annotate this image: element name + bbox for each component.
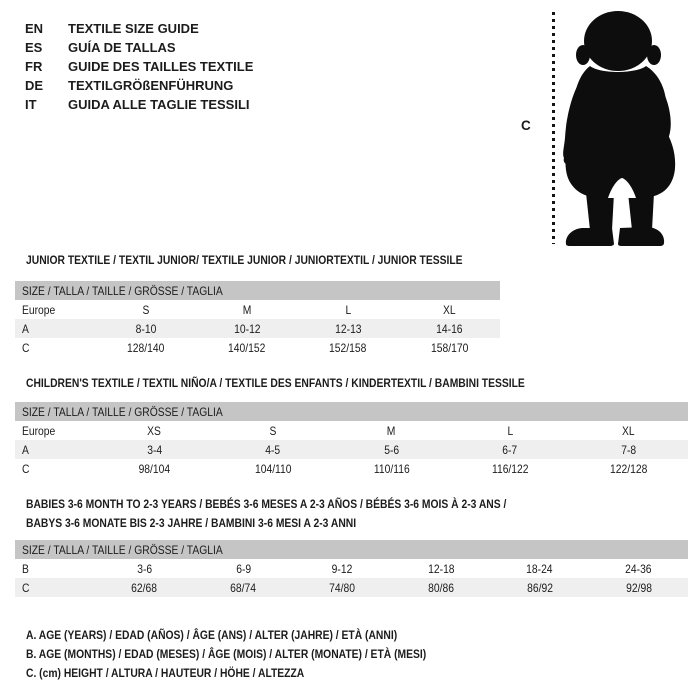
- size-cell-text: M: [242, 302, 252, 317]
- size-cell: [569, 443, 688, 457]
- children-size-section: [15, 376, 688, 478]
- size-cell-text: 24-36: [625, 561, 652, 576]
- size-cell-text: 80/86: [427, 580, 454, 595]
- size-cell-text: 10-12: [233, 321, 261, 336]
- size-cell-text: 104/110: [254, 461, 292, 476]
- size-cell-text: XL: [443, 302, 456, 317]
- table-row: [15, 578, 688, 597]
- language-row: [25, 76, 253, 95]
- row-label: [15, 562, 95, 576]
- row-label-text: C: [22, 461, 30, 476]
- row-label: [15, 462, 95, 476]
- row-label: [15, 443, 95, 457]
- size-cell: [298, 303, 399, 317]
- children-size-table: [15, 402, 688, 478]
- size-cell-text: L: [507, 423, 513, 438]
- size-cell-text: 6-9: [235, 561, 251, 576]
- footnotes: [15, 626, 688, 683]
- language-row: [25, 38, 253, 57]
- size-cell: [298, 322, 399, 336]
- junior-table-header: [15, 281, 500, 300]
- size-cell: [95, 303, 196, 317]
- row-label-text: A: [22, 442, 29, 457]
- table-row: [15, 300, 500, 319]
- size-cell-text: 92/98: [625, 580, 652, 595]
- size-cell: [451, 424, 570, 438]
- size-cell-text: 140/152: [228, 340, 266, 355]
- size-cell: [332, 462, 451, 476]
- row-label-text: B: [22, 561, 29, 576]
- size-cell: [490, 581, 589, 595]
- language-row: [25, 19, 253, 38]
- size-cell-text: 152/158: [329, 340, 367, 355]
- size-cell: [332, 443, 451, 457]
- size-cell: [196, 341, 297, 355]
- size-cell-text: L: [345, 302, 352, 317]
- footnote-age-months: [26, 645, 688, 664]
- size-cell: [569, 462, 688, 476]
- language-title: GUIDA ALLE TAGLIE TESSILI: [68, 97, 250, 112]
- size-cell-text: 110/116: [373, 461, 410, 476]
- size-cell: [214, 424, 333, 438]
- size-cell-text: 9-12: [331, 561, 353, 576]
- toddler-figure: [520, 8, 698, 250]
- size-cell: [589, 581, 688, 595]
- size-cell-text: 18-24: [526, 561, 553, 576]
- children-table-title-text: CHILDREN'S TEXTILE / TEXTIL NIÑO/A / TEXTILE DES ENFANTS / KINDERTEXTIL / BAMBINI TESSILE: [26, 376, 525, 390]
- table-row: [15, 421, 688, 440]
- size-cell-text: 3-4: [146, 442, 162, 457]
- size-cell-text: 12-18: [427, 561, 455, 576]
- row-cells: [95, 459, 688, 478]
- size-cell: [332, 424, 451, 438]
- junior-table-title: [15, 253, 688, 267]
- row-label: [15, 303, 95, 317]
- language-title: TEXTILGRÖßENFÜHRUNG: [68, 78, 234, 93]
- language-row: [25, 95, 253, 114]
- footnote-height-cm: [26, 664, 688, 683]
- size-cell: [95, 322, 196, 336]
- language-list: [25, 19, 253, 114]
- size-cell: [399, 341, 500, 355]
- size-cell-text: S: [142, 302, 150, 317]
- row-label: [15, 322, 95, 336]
- footnote-age-months-text: B. AGE (MONTHS) / EDAD (MESES) / ÂGE (MOIS) / ALTER (MONATE) / ETÀ (MESI): [26, 647, 427, 661]
- table-row: [15, 338, 500, 357]
- size-cell: [95, 341, 196, 355]
- size-cell: [451, 443, 570, 457]
- size-cell-text: XS: [147, 423, 162, 438]
- babies-size-section: [15, 495, 688, 597]
- children-table-header: [15, 402, 688, 421]
- row-cells: [95, 440, 688, 459]
- size-cell-text: 62/68: [131, 580, 158, 595]
- row-label: [15, 581, 95, 595]
- size-cell-text: 74/80: [329, 580, 355, 595]
- size-cell: [569, 424, 688, 438]
- size-cell-text: 12-13: [334, 321, 362, 336]
- size-cell-text: 86/92: [526, 580, 553, 595]
- size-cell-text: 158/170: [430, 340, 469, 355]
- height-measure-line: [552, 12, 555, 244]
- language-code: ES: [25, 40, 43, 55]
- language-code: DE: [25, 78, 44, 93]
- children-table-header-text: SIZE / TALLA / TAILLE / GRÖSSE / TAGLIA: [22, 404, 223, 419]
- size-cell-text: 7-8: [621, 442, 637, 457]
- size-cell-text: 6-7: [502, 442, 518, 457]
- language-title: GUÍA DE TALLAS: [68, 40, 176, 55]
- table-row: [15, 440, 688, 459]
- language-code: EN: [25, 21, 44, 36]
- size-cell: [214, 443, 333, 457]
- size-cell: [490, 562, 589, 576]
- row-cells: [95, 578, 688, 597]
- row-label-text: C: [22, 340, 30, 355]
- footnote-age-years-text: A. AGE (YEARS) / EDAD (AÑOS) / ÂGE (ANS) / ALTER (JAHRE) / ETÀ (ANNI): [26, 628, 398, 642]
- table-row: [15, 559, 688, 578]
- language-code: IT: [25, 97, 37, 112]
- babies-table-header: [15, 540, 688, 559]
- row-cells: [95, 421, 688, 440]
- size-cell: [293, 581, 392, 595]
- size-cell-text: 116/122: [491, 461, 529, 476]
- size-cell: [391, 562, 490, 576]
- height-measure-label: C: [521, 118, 531, 133]
- row-label-text: Europe: [22, 302, 56, 317]
- babies-table-title-text2: BABYS 3-6 MONATE BIS 2-3 JAHRE / BAMBINI 3-6 MESI A 2-3 ANNI: [26, 516, 357, 530]
- size-cell: [298, 341, 399, 355]
- size-cell: [293, 562, 392, 576]
- children-table-body: [15, 421, 688, 478]
- junior-table-title-text: JUNIOR TEXTILE / TEXTIL JUNIOR/ TEXTILE JUNIOR / JUNIORTEXTIL / JUNIOR TESSILE: [26, 253, 463, 267]
- size-cell: [194, 581, 293, 595]
- babies-table-title-line1: [15, 495, 688, 514]
- babies-table-title-text1: BABIES 3-6 MONTH TO 2-3 YEARS / BEBÉS 3-6 MESES A 2-3 AÑOS / BÉBÉS 3-6 MOIS À 2-3 ANS /: [26, 497, 507, 511]
- row-label: [15, 424, 95, 438]
- size-cell-text: 4-5: [265, 442, 281, 457]
- size-cell-text: 3-6: [136, 561, 152, 576]
- size-cell: [95, 462, 214, 476]
- size-cell-text: XL: [622, 423, 635, 438]
- size-tables-content: [15, 253, 688, 683]
- size-cell-text: 8-10: [135, 321, 156, 336]
- table-row: [15, 459, 688, 478]
- size-cell: [95, 581, 194, 595]
- table-row: [15, 319, 500, 338]
- size-cell: [196, 322, 297, 336]
- footnote-age-years: [26, 626, 688, 645]
- junior-table-header-text: SIZE / TALLA / TAILLE / GRÖSSE / TAGLIA: [22, 283, 223, 298]
- junior-size-section: [15, 253, 688, 357]
- size-cell-text: 122/128: [610, 461, 648, 476]
- size-cell: [95, 424, 214, 438]
- babies-size-table: [15, 540, 688, 597]
- size-cell: [399, 322, 500, 336]
- size-cell: [214, 462, 333, 476]
- size-cell: [95, 443, 214, 457]
- babies-table-title-line2: [15, 514, 688, 533]
- size-cell: [589, 562, 688, 576]
- row-cells: [95, 559, 688, 578]
- size-cell-text: S: [269, 423, 277, 438]
- row-cells: [95, 319, 500, 338]
- size-cell: [194, 562, 293, 576]
- size-cell: [451, 462, 570, 476]
- junior-table-body: [15, 300, 500, 357]
- size-cell-text: 98/104: [138, 461, 171, 476]
- size-cell-text: 5-6: [384, 442, 399, 457]
- size-cell: [391, 581, 490, 595]
- junior-size-table: [15, 281, 500, 357]
- footnote-height-cm-text: C. (cm) HEIGHT / ALTURA / HAUTEUR / HÖHE / ALTEZZA: [26, 666, 305, 680]
- size-cell: [196, 303, 297, 317]
- babies-table-header-text: SIZE / TALLA / TAILLE / GRÖSSE / TAGLIA: [22, 542, 223, 557]
- children-table-title: [15, 376, 688, 390]
- size-cell-text: 128/140: [126, 340, 165, 355]
- row-label-text: A: [22, 321, 29, 336]
- language-code: FR: [25, 59, 43, 74]
- language-row: [25, 57, 253, 76]
- babies-table-body: [15, 559, 688, 597]
- row-cells: [95, 300, 500, 319]
- toddler-silhouette-icon: [560, 8, 696, 248]
- row-label: [15, 341, 95, 355]
- row-label-text: Europe: [22, 423, 56, 438]
- size-cell-text: 14-16: [436, 321, 463, 336]
- size-cell: [95, 562, 194, 576]
- language-title: GUIDE DES TAILLES TEXTILE: [68, 59, 254, 74]
- row-label-text: C: [22, 580, 30, 595]
- size-cell-text: 68/74: [230, 580, 257, 595]
- size-cell-text: M: [387, 423, 396, 438]
- language-title: TEXTILE SIZE GUIDE: [68, 21, 199, 36]
- size-cell: [399, 303, 500, 317]
- row-cells: [95, 338, 500, 357]
